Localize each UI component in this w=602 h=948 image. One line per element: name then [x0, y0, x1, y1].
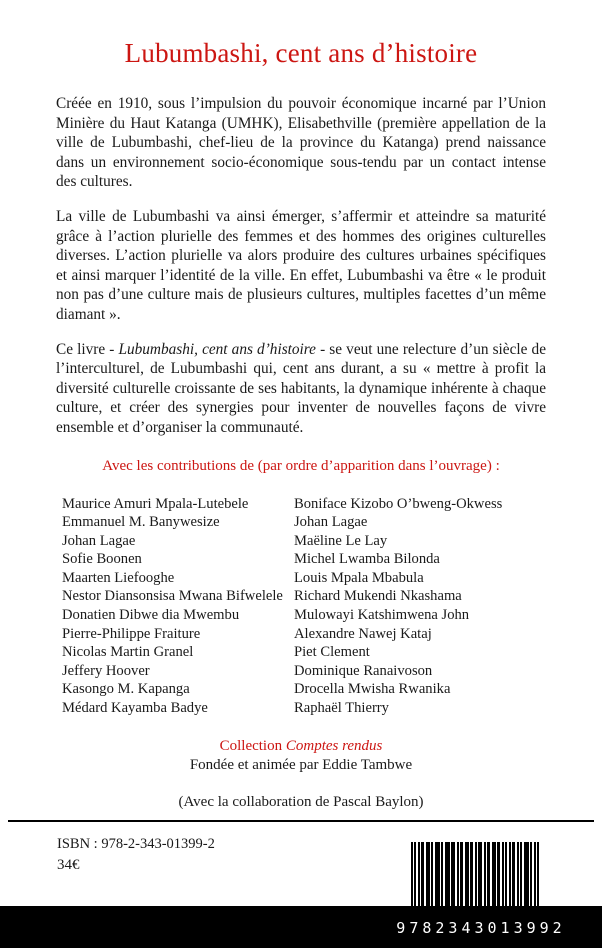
barcode-bar [431, 842, 433, 906]
contributor-name: Kasongo M. Kapanga [62, 681, 190, 698]
barcode-bar [414, 842, 416, 906]
contributor-name: Médard Kayamba Badye [62, 700, 208, 717]
barcode-bar [418, 842, 420, 906]
contributors-column-left [62, 495, 294, 718]
barcode-bar [465, 842, 469, 906]
collection-line [56, 738, 546, 755]
barcode-bar [475, 842, 477, 906]
collection-founded-line: Fondée et animée par Eddie Tambwe [189, 756, 413, 773]
paragraph: La ville de Lubumbashi va ainsi émerger, s’affermir et atteindre sa maturité grâce à l’action plurielle des femmes et des hommes des origines culturelles diverses. L’action plurielle va alors produire des cultures urbaines spécifiques et ainsi marquer l’identité de la ville. En effet, Lubumbashi va être « le produit non pas d’une culture mais de plusieurs cultures, multiples facettes d’un même diamant ». [56, 207, 546, 323]
collection-name: Comptes rendus [285, 737, 383, 754]
contributor-name: Donatien Dibwe dia Mwembu [62, 607, 240, 624]
contributor-name: Sofie Boonen [62, 551, 142, 568]
barcode-bar [524, 842, 529, 906]
contributor-name: Maurice Amuri Mpala-Lutebele [62, 495, 249, 512]
back-cover-text [0, 94, 602, 811]
barcode-bar [509, 842, 511, 906]
contributor-name: Nicolas Martin Granel [62, 644, 194, 661]
barcode [386, 838, 566, 906]
collection-prefix: Collection [219, 737, 286, 754]
contributors-list [56, 495, 546, 718]
footer-divider [8, 820, 594, 822]
barcode-bar [484, 842, 486, 906]
barcode-bar [512, 842, 516, 906]
barcode-bar [502, 842, 504, 906]
contributor-name: Jeffery Hoover [62, 662, 150, 679]
contributions-heading: Avec les contributions de (par ordre d’apparition dans l’ouvrage) : [102, 457, 500, 474]
contributor-name: Boniface Kizobo O’bweng-Okwess [294, 495, 503, 512]
barcode-bar [457, 842, 459, 906]
contributor-name: Pierre-Philippe Fraiture [62, 625, 201, 642]
contributors-column-right [294, 495, 546, 718]
contributor-name: Louis Mpala Mbabula [294, 569, 424, 586]
price-text: 34€ [57, 857, 80, 873]
contributor-name: Mulowayi Katshimwena John [294, 607, 470, 624]
contributor-name: Drocella Mwisha Rwanika [294, 681, 451, 698]
contributor-name: Nestor Diansonsisa Mwana Bifwelele [62, 588, 283, 605]
contributor-name: Richard Mukendi Nkashama [294, 588, 462, 605]
barcode-bar [460, 842, 464, 906]
barcode-bar [441, 842, 443, 906]
barcode-bar [517, 842, 519, 906]
barcode-bar [505, 842, 507, 906]
barcode-bar [530, 842, 532, 906]
barcode-bar [478, 842, 482, 906]
barcode-bar [537, 842, 539, 906]
barcode-bar [435, 842, 440, 906]
barcode-digits: 9782343013992 [396, 919, 566, 937]
barcode-bar [445, 842, 450, 906]
barcode-bar [470, 842, 474, 906]
contributor-name: Johan Lagae [294, 514, 368, 531]
contributor-name: Michel Lwamba Bilonda [294, 551, 440, 568]
paragraphs [56, 94, 546, 438]
contributor-name: Dominique Ranaivoson [294, 662, 433, 679]
barcode-bar [492, 842, 496, 906]
contributor-name: Raphaël Thierry [294, 700, 389, 717]
book-title: Lubumbashi, cent ans d’histoire [124, 38, 478, 68]
barcode-bar [451, 842, 455, 906]
barcode-bar [411, 842, 413, 906]
contributor-name: Maëline Le Lay [294, 532, 388, 549]
collection-block [56, 738, 546, 774]
barcode-bar [520, 842, 522, 906]
collaboration-line: (Avec la collaboration de Pascal Baylon) [178, 793, 424, 810]
barcode-bar [487, 842, 491, 906]
contributor-name: Alexandre Nawej Kataj [294, 625, 432, 642]
barcode-bar [497, 842, 501, 906]
barcode-bar [534, 842, 536, 906]
contributor-name: Johan Lagae [62, 532, 136, 549]
barcode-bar [421, 842, 425, 906]
paragraph: Créée en 1910, sous l’impulsion du pouvoir économique incarné par l’Union Minière du Haut Katanga (UMHK), Elisabethville (première appellation de la ville de Lubumbashi, chef-lieu de la province du Katanga) prend naissance dans un environnement socio-économique sous-tendu par un contact intense des cultures. [56, 95, 546, 191]
contributor-name: Piet Clement [294, 644, 370, 661]
contributor-name: Maarten Liefooghe [62, 569, 175, 586]
isbn-text: ISBN : 978-2-343-01399-2 [57, 836, 215, 852]
barcode-bar [426, 842, 430, 906]
paragraph: Ce livre - Lubumbashi, cent ans d’histoire - se veut une relecture d’un siècle de l’interculturel, de Lubumbashi qui, cent ans durant, a su « mettre à profit la diversité culturelle croissante de ses habitants, la dynamique inhérente à chaque culture, et créer des synergies pour inventer de nouvelles façons de vivre ensemble et d’organiser la communauté. [56, 340, 546, 436]
contributor-name: Emmanuel M. Banywesize [62, 514, 220, 531]
